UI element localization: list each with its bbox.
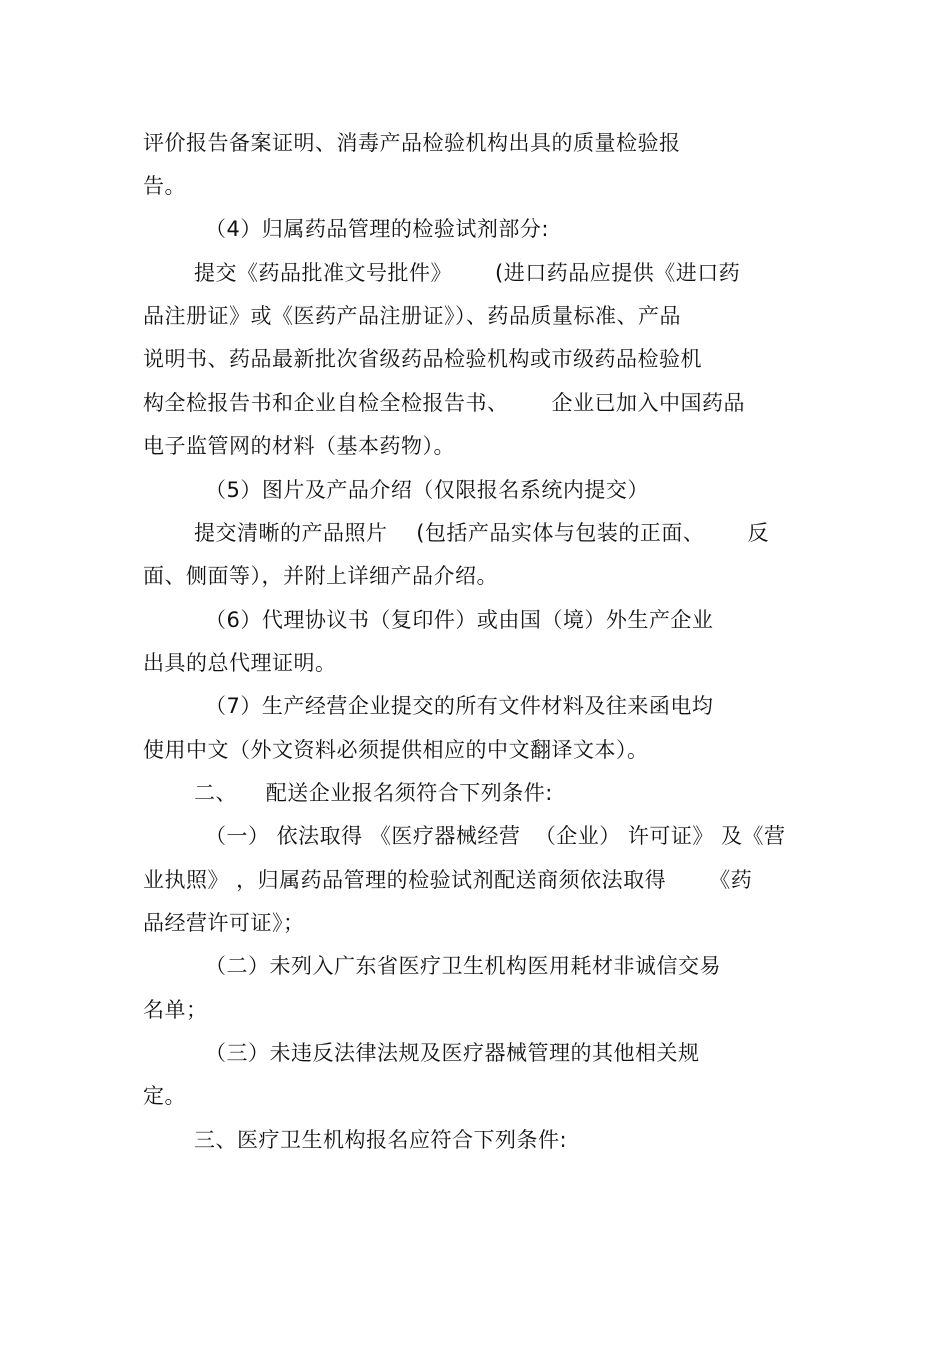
text-line: 品注册证》或《医药产品注册证》）、药品质量标准、产品 <box>143 304 681 328</box>
text-line: 业执照》 ，归属药品管理的检验试剂配送商须依法取得 《药 <box>143 868 753 892</box>
text-line: 构全检报告书和企业自检全检报告书、 企业已加入中国药品 <box>143 391 746 415</box>
text-line: 提交《药品批准文号批件》 (进口药品应提供《进口药 <box>194 261 741 285</box>
text-line: 告。 <box>143 174 186 198</box>
text-line: 品经营许可证》； <box>143 911 305 935</box>
section-heading: 二、 配送企业报名须符合下列条件: <box>194 781 553 805</box>
text-line: （一） 依法取得 《医疗器械经营 （企业） 许可证》 及《营 <box>205 824 786 848</box>
text-line: 评价报告备案证明、消毒产品检验机构出具的质量检验报 <box>143 131 681 155</box>
section-heading: （5）图片及产品介绍（仅限报名系统内提交） <box>205 478 649 502</box>
text-line: 提交清晰的产品照片 (包括产品实体与包装的正面、 反 <box>194 521 769 545</box>
text-line: 面、侧面等），并附上详细产品介绍。 <box>143 564 498 588</box>
section-heading: 三、医疗卫生机构报名应符合下列条件: <box>194 1128 568 1152</box>
text-line: 定。 <box>143 1084 186 1108</box>
section-heading: （7）生产经营企业提交的所有文件材料及往来函电均 <box>205 694 714 718</box>
text-line: 出具的总代理证明。 <box>143 651 337 675</box>
text-line: （三）未违反法律法规及医疗器械管理的其他相关规 <box>205 1041 700 1065</box>
text-line: 名单； <box>143 998 208 1022</box>
text-line: （二）未列入广东省医疗卫生机构医用耗材非诚信交易 <box>205 954 721 978</box>
text-line: 电子监管网的材料（基本药物）。 <box>143 434 455 458</box>
section-heading: （6）代理协议书（复印件）或由国（境）外生产企业 <box>205 608 714 632</box>
text-line: 说明书、药品最新批次省级药品检验机构或市级药品检验机 <box>143 347 702 371</box>
text-line: 使用中文（外文资料必须提供相应的中文翻译文本）。 <box>143 738 649 762</box>
section-heading: （4）归属药品管理的检验试剂部分: <box>205 217 549 241</box>
